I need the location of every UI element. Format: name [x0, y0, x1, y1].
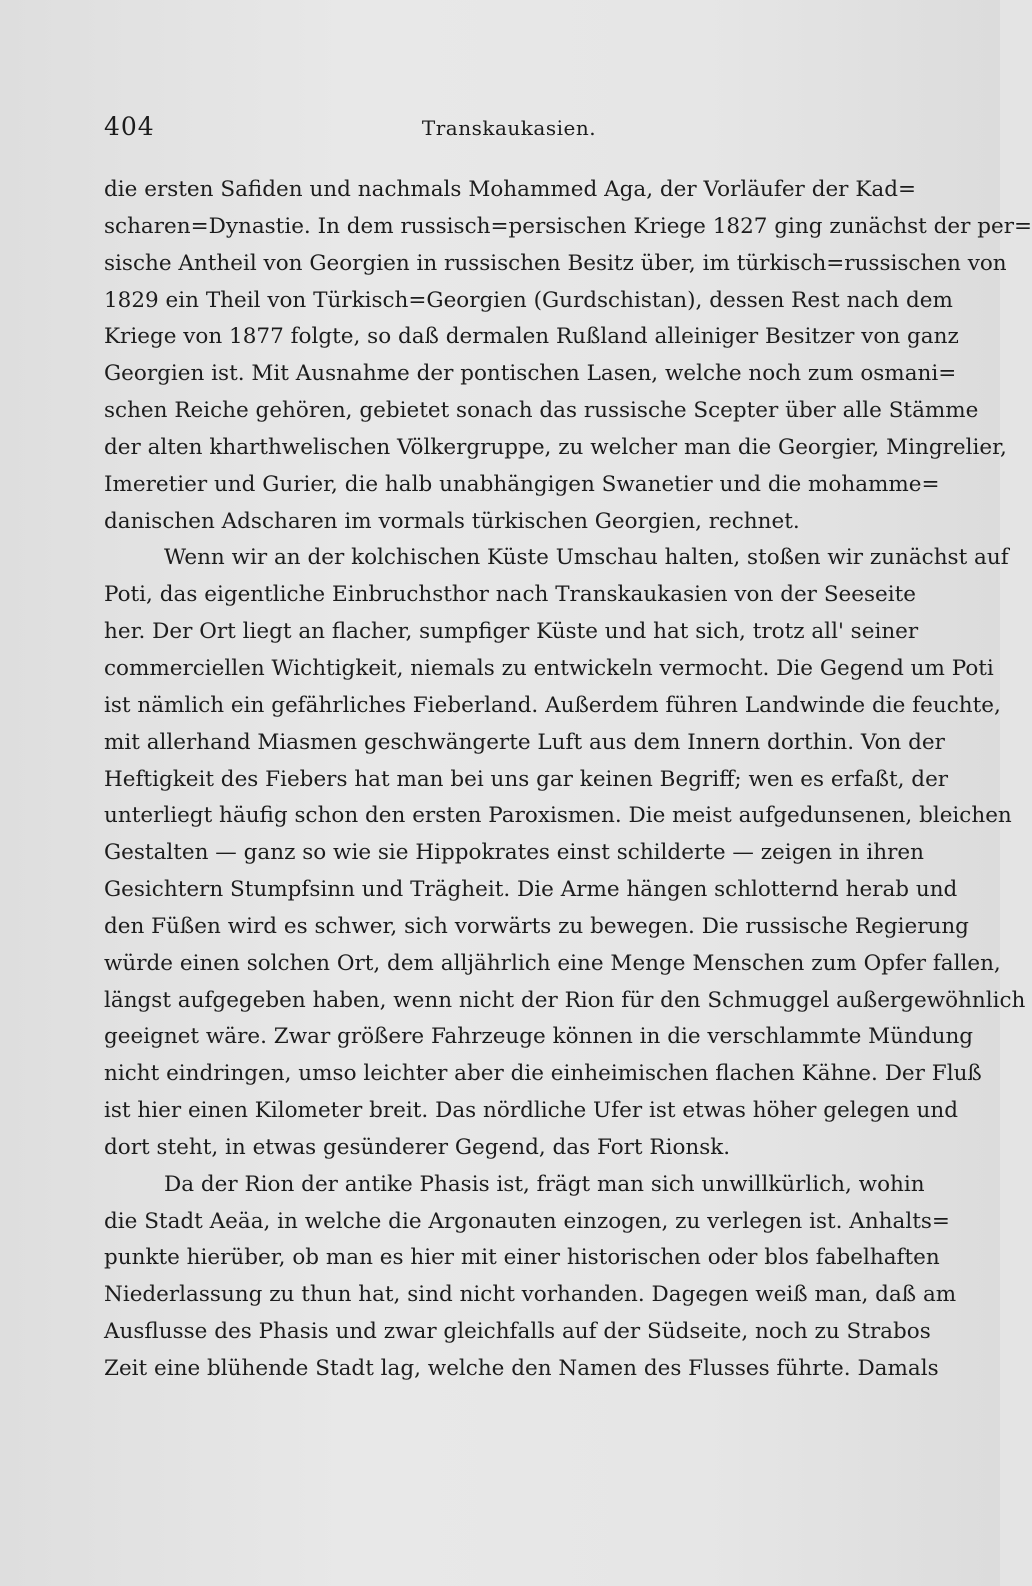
- paragraph: [104, 540, 1026, 1166]
- text-line: nicht eindringen, umso leichter aber die einheimischen flachen Kähne. Der Fluß: [104, 1061, 982, 1087]
- text-line: mit allerhand Miasmen geschwängerte Luft aus dem Innern dorthin. Von der: [104, 729, 945, 755]
- text-line: sische Antheil von Georgien in russischen Besitz über, im türkisch=russischen von: [104, 250, 1007, 276]
- text-line: die ersten Safiden und nachmals Mohammed Aga, der Vorläufer der Kad=: [104, 177, 916, 202]
- text-line: unterliegt häufig schon den ersten Paroxismen. Die meist aufgedunsenen, bleichen: [104, 803, 1012, 829]
- text-line: den Füßen wird es schwer, sich vorwärts zu bewegen. Die russische Regierung: [104, 913, 969, 939]
- page-number: 404: [104, 112, 155, 141]
- text-line: Imeretier und Gurier, die halb unabhängigen Swanetier und die mohamme=: [104, 471, 940, 497]
- text-line: Da der Rion der antike Phasis ist, frägt man sich unwillkürlich, wohin: [164, 1171, 925, 1197]
- text-line: Gestalten — ganz so wie sie Hippokrates einst schilderte — zeigen in ihren: [104, 840, 924, 866]
- page-header: [104, 112, 914, 152]
- text-line: die Stadt Aeäa, in welche die Argonauten einzogen, zu verlegen ist. Anhalts=: [104, 1208, 950, 1234]
- text-line: punkte hierüber, ob man es hier mit einer historischen oder blos fabelhaften: [104, 1245, 940, 1271]
- paragraph: [104, 172, 1032, 540]
- text-line: Georgien ist. Mit Ausnahme der pontischen Lasen, welche noch zum osmani=: [104, 361, 957, 387]
- text-line: ist hier einen Kilometer breit. Das nördliche Ufer ist etwas höher gelegen und: [104, 1098, 958, 1124]
- text-line: her. Der Ort liegt an flacher, sumpfiger Küste und hat sich, trotz all' seiner: [104, 619, 919, 645]
- text-line: Niederlassung zu thun hat, sind nicht vorhanden. Dagegen weiß man, daß am: [104, 1282, 957, 1308]
- text-line: der alten kharthwelischen Völkergruppe, zu welcher man die Georgier, Mingrelier,: [104, 434, 1007, 460]
- text-line: Wenn wir an der kolchischen Küste Umschau halten, stoßen wir zunächst auf: [164, 545, 1009, 571]
- text-line: dort steht, in etwas gesünderer Gegend, das Fort Rionsk.: [104, 1134, 731, 1160]
- running-title: Transkaukasien.: [421, 116, 597, 140]
- text-line: danischen Adscharen im vormals türkischen Georgien, rechnet.: [104, 508, 800, 534]
- body-text: [104, 172, 1032, 1388]
- paragraph: [104, 1167, 957, 1388]
- text-line: 1829 ein Theil von Türkisch=Georgien (Gurdschistan), dessen Rest nach dem: [104, 287, 953, 313]
- text-line: scharen=Dynastie. In dem russisch=persischen Kriege 1827 ging zunächst der per=: [104, 213, 1032, 239]
- text-line: ist nämlich ein gefährliches Fieberland. Außerdem führen Landwinde die feuchte,: [104, 692, 1001, 718]
- text-line: commerciellen Wichtigkeit, niemals zu entwickeln vermocht. Die Gegend um Poti: [104, 655, 994, 681]
- text-line: Kriege von 1877 folgte, so daß dermalen Rußland alleiniger Besitzer von ganz: [104, 324, 959, 350]
- text-line: längst aufgegeben haben, wenn nicht der Rion für den Schmuggel außergewöhnlich: [104, 987, 1026, 1013]
- text-line: Gesichtern Stumpfsinn und Trägheit. Die Arme hängen schlotternd herab und: [104, 877, 958, 903]
- text-line: schen Reiche gehören, gebietet sonach das russische Scepter über alle Stämme: [104, 398, 979, 424]
- text-line: geeignet wäre. Zwar größere Fahrzeuge können in die verschlammte Mündung: [104, 1024, 974, 1050]
- text-line: Zeit eine blühende Stadt lag, welche den Namen des Flusses führte. Damals: [104, 1356, 939, 1381]
- text-line: Poti, das eigentliche Einbruchsthor nach Transkaukasien von der Seeseite: [104, 582, 916, 608]
- text-line: Heftigkeit des Fiebers hat man bei uns gar keinen Begriff; wen es erfaßt, der: [104, 766, 949, 792]
- text-line: würde einen solchen Ort, dem alljährlich eine Menge Menschen zum Opfer fallen,: [104, 950, 1001, 976]
- text-line: Ausflusse des Phasis und zwar gleichfalls auf der Südseite, noch zu Strabos: [104, 1319, 931, 1345]
